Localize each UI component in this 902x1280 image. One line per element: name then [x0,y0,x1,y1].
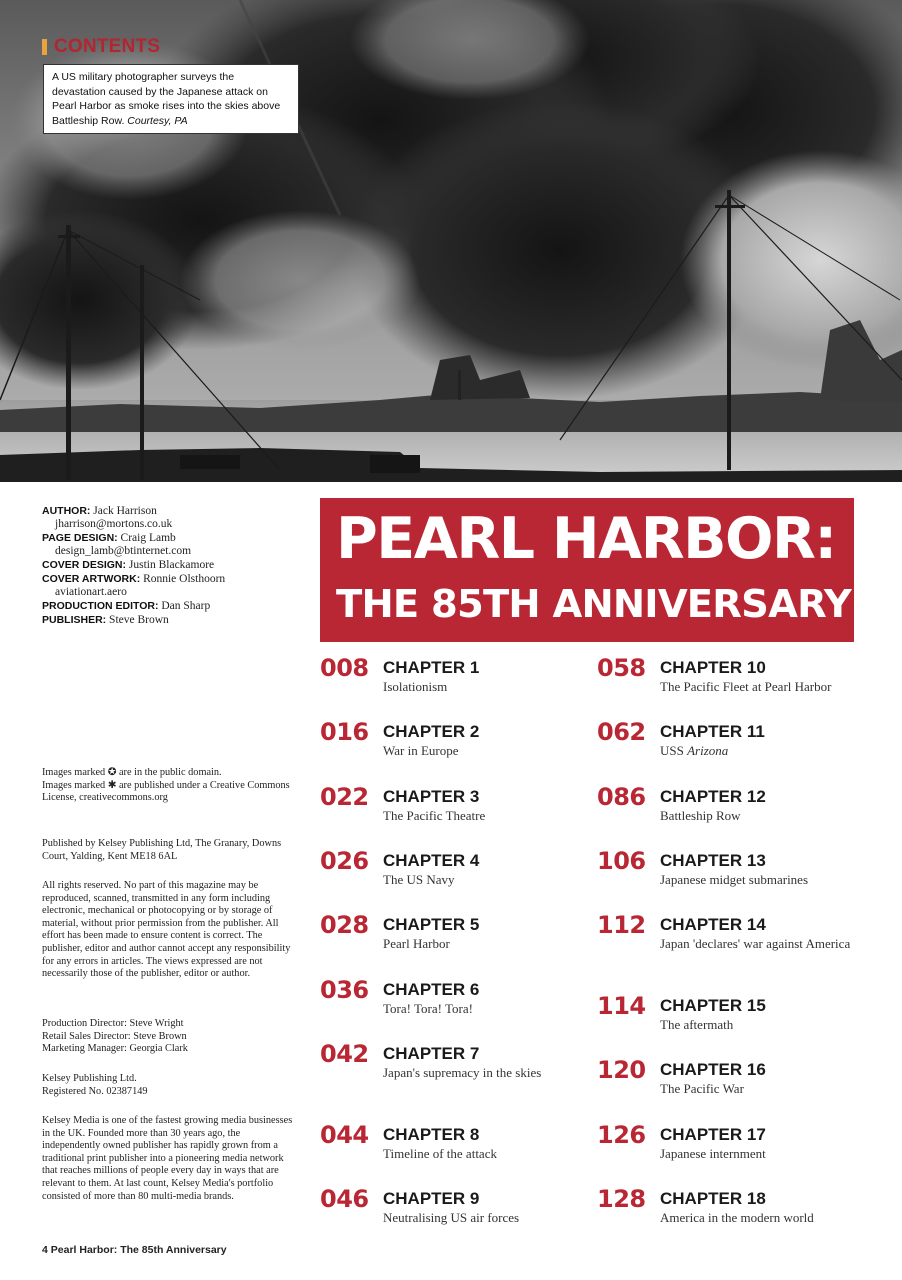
chapter-subtitle: Japan's supremacy in the skies [383,1065,542,1080]
staff-production-director: Production Director: Steve Wright [42,1018,184,1029]
contents-label [42,36,160,58]
chapter-title: CHAPTER 3 [383,787,480,806]
credit-role: COVER DESIGN: [42,559,127,571]
credit-role: AUTHOR: [42,505,91,517]
chapter-subtitle: The Pacific War [660,1081,744,1096]
footer-publication: Pearl Harbor: The 85th Anniversary [50,1244,227,1256]
images-notice-public: Images marked ✪ are in the public domain. [42,767,222,778]
chapter-page-number: 058 [597,654,646,682]
chapter-page-number: 106 [597,847,646,875]
chapter-title: CHAPTER 18 [660,1189,766,1208]
contents-label-text: CONTENTS [54,36,161,57]
chapter-page-number: 022 [320,783,369,811]
credit-entry [42,559,302,572]
chapter-page-number: 036 [320,976,369,1004]
staff-list [42,1018,300,1056]
credit-name: Jack Harrison [93,505,157,517]
chapter-title: CHAPTER 16 [660,1060,766,1079]
chapter-subtitle: America in the modern world [660,1210,814,1225]
chapter-subtitle: USS Arizona [660,743,729,758]
chapter-page-number: 026 [320,847,369,875]
company-info [42,1073,300,1098]
credit-contact: design_lamb@btinternet.com [55,545,192,557]
staff-retail-director: Retail Sales Director: Steve Brown [42,1030,187,1042]
publisher-address: Published by Kelsey Publishing Ltd, The Granary, Downs Court, Yalding, Kent ME18 6AL [42,838,282,862]
chapter-subtitle: Japan 'declares' war against America [660,936,851,951]
chapter-title: CHAPTER 8 [383,1125,480,1144]
staff-marketing-manager: Marketing Manager: Georgia Clark [42,1043,188,1055]
accent-bar [42,39,47,55]
title-banner [320,498,854,642]
credit-name: Justin Blackamore [128,559,215,571]
credit-name: Steve Brown [109,614,169,626]
credit-contact: jharrison@mortons.co.uk [55,518,173,530]
chapter-subtitle: The US Navy [383,872,455,887]
credit-name: Ronnie Olsthoorn [143,573,226,585]
credit-entry [42,532,302,558]
chapter-subtitle: Pearl Harbor [383,936,450,951]
page-footer [42,1244,227,1256]
credit-contact: aviationart.aero [55,586,127,598]
chapter-subtitle: War in Europe [383,743,459,758]
chapter-title: CHAPTER 17 [660,1125,766,1144]
images-notice [42,767,300,805]
chapter-page-number: 046 [320,1185,369,1213]
chapter-page-number: 114 [597,992,646,1020]
credit-role: PAGE DESIGN: [42,532,118,544]
chapter-page-number: 120 [597,1056,646,1084]
credit-name: Dan Sharp [161,600,211,612]
photo-caption [43,64,299,134]
credit-entry [42,600,302,613]
about-kelsey: Kelsey Media is one of the fastest growing media businesses in the UK. Founded more than 30 years ago, the independently owned publisher has rapidly grown from a traditional print publisher into a pioneering media network that reaches millions of people every day in ways that are relevant to them. At last count, Kelsey Media's portfolio consisted of more than 80 multi-media brands. [42,1115,293,1202]
chapter-page-number: 126 [597,1121,646,1149]
chapter-title: CHAPTER 5 [383,915,480,934]
chapter-page-number: 112 [597,911,646,939]
company-name: Kelsey Publishing Ltd. [42,1073,137,1084]
chapter-page-number: 062 [597,718,646,746]
chapter-title: CHAPTER 4 [383,851,480,870]
chapter-subtitle: Japanese midget submarines [660,872,809,887]
chapter-subtitle: Japanese internment [660,1146,766,1161]
chapter-page-number: 042 [320,1040,369,1068]
chapter-subtitle: Isolationism [383,679,448,694]
title-line-1: PEARL HARBOR: [336,506,836,572]
chapter-subtitle: Timeline of the attack [383,1146,497,1161]
credit-name: Craig Lamb [120,532,176,544]
rights-notice: All rights reserved. No part of this magazine may be reproduced, scanned, transmitted in any form including electronic, mechanical or photocopying or by storage of material, without prior permission from the publisher. All effort has been made to ensure content is correct. The publisher, editor and author cannot accept any responsibility for any errors in articles. The views expressed are not necessarily those of the publisher, editor or author. [42,880,291,980]
chapter-page-number: 028 [320,911,369,939]
chapter-subtitle: Tora! Tora! Tora! [383,1001,473,1016]
chapter-title: CHAPTER 9 [383,1189,480,1208]
chapter-page-number: 044 [320,1121,369,1149]
credit-entry [42,614,302,627]
title-line-2: THE 85TH ANNIVERSARY [336,582,851,627]
chapter-page-number: 016 [320,718,369,746]
chapter-title: CHAPTER 7 [383,1044,480,1063]
chapter-subtitle: Neutralising US air forces [383,1210,520,1225]
credit-role: PUBLISHER: [42,614,107,626]
company-registration: Registered No. 02387149 [42,1085,148,1097]
chapter-title: CHAPTER 14 [660,915,766,934]
chapter-title: CHAPTER 15 [660,996,766,1015]
chapter-title: CHAPTER 6 [383,980,480,999]
chapter-page-number: 086 [597,783,646,811]
chapter-title: CHAPTER 1 [383,658,480,677]
chapter-title: CHAPTER 13 [660,851,766,870]
chapter-subtitle: The Pacific Fleet at Pearl Harbor [660,679,832,694]
chapter-page-number: 008 [320,654,369,682]
credit-role: COVER ARTWORK: [42,573,141,585]
footer-page-number: 4 [42,1244,48,1256]
credit-role: PRODUCTION EDITOR: [42,600,159,612]
chapter-title: CHAPTER 10 [660,658,766,677]
chapter-subtitle: The Pacific Theatre [383,808,486,823]
credits-block [42,505,302,628]
credit-entry [42,573,302,599]
caption-credit: Courtesy, PA [127,114,188,127]
credit-entry [42,505,302,531]
chapter-page-number: 128 [597,1185,646,1213]
chapter-subtitle: Battleship Row [660,808,741,823]
chapter-title: CHAPTER 12 [660,787,766,806]
chapter-title: CHAPTER 11 [660,722,765,741]
caption-text: A US military photographer surveys the devastation caused by the Japanese attack on Pearl Harbor as smoke rises into the skies above Battleship Row. [52,71,281,127]
images-notice-cc: Images marked ✱ are published under a Creative Commons License, creativecommons.org [42,779,290,804]
chapter-subtitle: The aftermath [660,1017,734,1032]
chapter-title: CHAPTER 2 [383,722,480,741]
